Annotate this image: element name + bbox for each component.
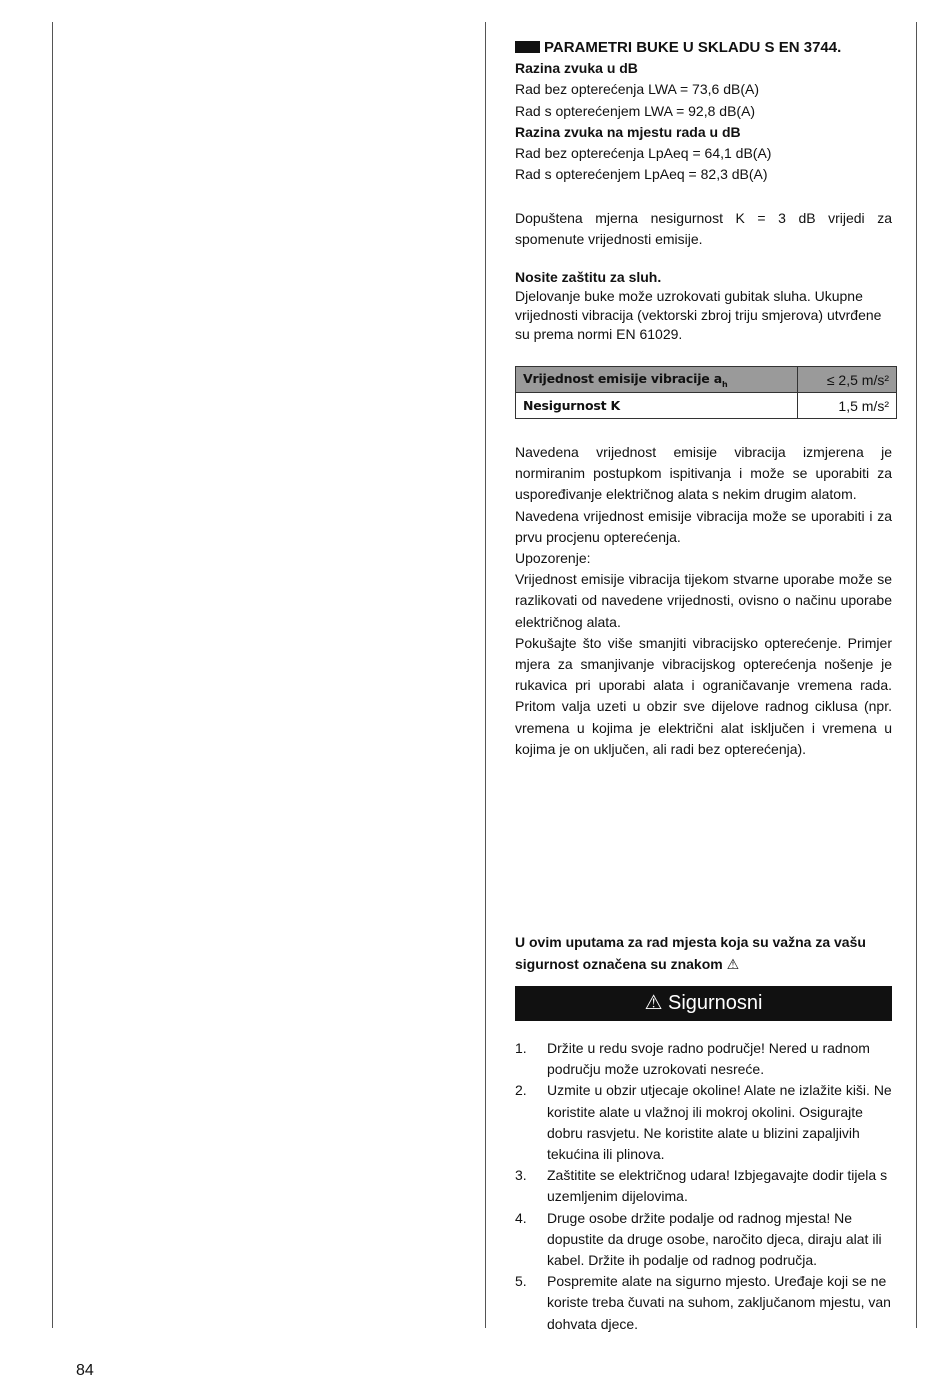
uncertainty-label: Nesigurnost K: [516, 393, 798, 419]
hearing-text: Djelovanje buke može uzrokovati gubitak sluha. Ukupne vrijednosti vibracija (vektorski zbroj triju smjerova) utvrđene su prema normi EN 61029.: [515, 288, 882, 342]
uncertainty-row: [516, 393, 897, 419]
item-number: 3.: [515, 1167, 527, 1184]
list-item: [515, 1165, 892, 1207]
workplace-line: Rad s opterećenjem LpAeq = 82,3 dB(A): [515, 166, 768, 183]
safety-intro: U ovim uputama za rad mjesta koja su važna za vašu sigurnost označena su znakom ⚠: [515, 934, 866, 972]
vibration-text: [515, 442, 892, 760]
item-text: Zaštitite se električnog udara! Izbjegavajte dodir tijela s uzemljenim dijelovima.: [547, 1167, 888, 1205]
hearing-title: Nosite zaštitu za sluh.: [515, 269, 662, 285]
vibration-value: ≤ 2,5 m/s²: [797, 367, 896, 393]
right-column-rule: [916, 22, 917, 1328]
vibration-paragraph: Vrijednost emisije vibracija tijekom stvarne uporabe može se razlikovati od navedene vrijednosti, ovisno o načinu uporabe električnog alata.: [515, 571, 892, 630]
item-text: Druge osobe držite podalje od radnog mjesta! Ne dopustite da druge osobe, naročito djeca, diraju alat ili kabel. Držite ih podalje od radnog područja.: [547, 1209, 882, 1269]
item-text: Pospremite alate na sigurno mjesto. Uređaje koji se ne koriste treba čuvati na suhom, zaključanom mjestu, van dohvata djece.: [547, 1273, 891, 1332]
vibration-paragraph: Navedena vrijednost emisije vibracija može se uporabiti i za prvu procjenu opterećenja.: [515, 507, 892, 545]
page-number: 84: [76, 1362, 94, 1379]
uncertainty-value: 1,5 m/s²: [797, 393, 896, 419]
list-item: [515, 1038, 892, 1080]
noise-heading: [515, 37, 892, 58]
workplace-title: Razina zvuka na mjestu rada u dB: [515, 123, 741, 140]
heading-marker: [515, 41, 540, 53]
sound-power-title: Razina zvuka u dB: [515, 60, 638, 77]
warning-label: Upozorenje:: [515, 550, 591, 567]
center-column-rule: [485, 22, 486, 1328]
vibration-row: [516, 367, 897, 393]
vibration-subscript: h: [721, 379, 728, 389]
list-item: [515, 1271, 892, 1335]
list-item: [515, 1208, 892, 1272]
power-line: Rad bez opterećenja LWA = 73,6 dB(A): [515, 81, 759, 98]
noise-section: [515, 37, 892, 185]
vibration-table: [515, 366, 897, 419]
noise-heading-text: PARAMETRI BUKE U SKLADU S EN 3744.: [544, 39, 842, 56]
safety-list: [515, 1038, 892, 1335]
left-column-rule: [52, 22, 53, 1328]
item-number: 1.: [515, 1040, 527, 1056]
vibration-paragraph: Pokušajte što više smanjiti vibracijsko opterećenje. Primjer mjera za smanjivanje vibracijskog opterećenja nošenje je rukavica pri uporabi alata i ograničavanje vremena rada. Pritom valja uzeti u obzir sve dijelove radnog ciklusa (npr. vremena u kojima je električni alat isključen i vremena u kojima je on uključen, ali radi bez opterećenja).: [515, 634, 892, 757]
hearing-section: [515, 268, 892, 344]
item-number: 2.: [515, 1082, 527, 1099]
item-number: 4.: [515, 1209, 527, 1226]
workplace-line: Rad bez opterećenja LpAeq = 64,1 dB(A): [515, 145, 772, 162]
vibration-label: Vrijednost emisije vibracije $a_h$: [516, 367, 798, 393]
item-number: 5.: [515, 1273, 527, 1290]
uncertainty-paragraph: Dopuštena mjerna nesigurnost K = 3 dB vrijedi za spomenute vrijednosti emisije.: [515, 210, 892, 248]
item-text: Držite u redu svoje radno područje! Nered u radnom području može uzrokovati nesreće.: [547, 1040, 870, 1078]
list-item: [515, 1080, 892, 1165]
power-line: Rad s opterećenjem LWA = 92,8 dB(A): [515, 102, 756, 119]
item-text: Uzmite u obzir utjecaje okoline! Alate ne izlažite kiši. Ne koristite alate u vlažnoj ili mokroj okolini. Osigurajte dobru rasvjetu. Ne koristite alate u blizini zapaljivih tekućina ili plinova.: [547, 1082, 892, 1163]
safety-banner: ⚠ Sigurnosni: [515, 986, 892, 1021]
vibration-paragraph: Navedena vrijednost emisije vibracija izmjerena je normiranim postupkom ispitivanja i može se uporabiti za uspoređivanje električnog alata s nekim drugim alatom.: [515, 444, 892, 503]
